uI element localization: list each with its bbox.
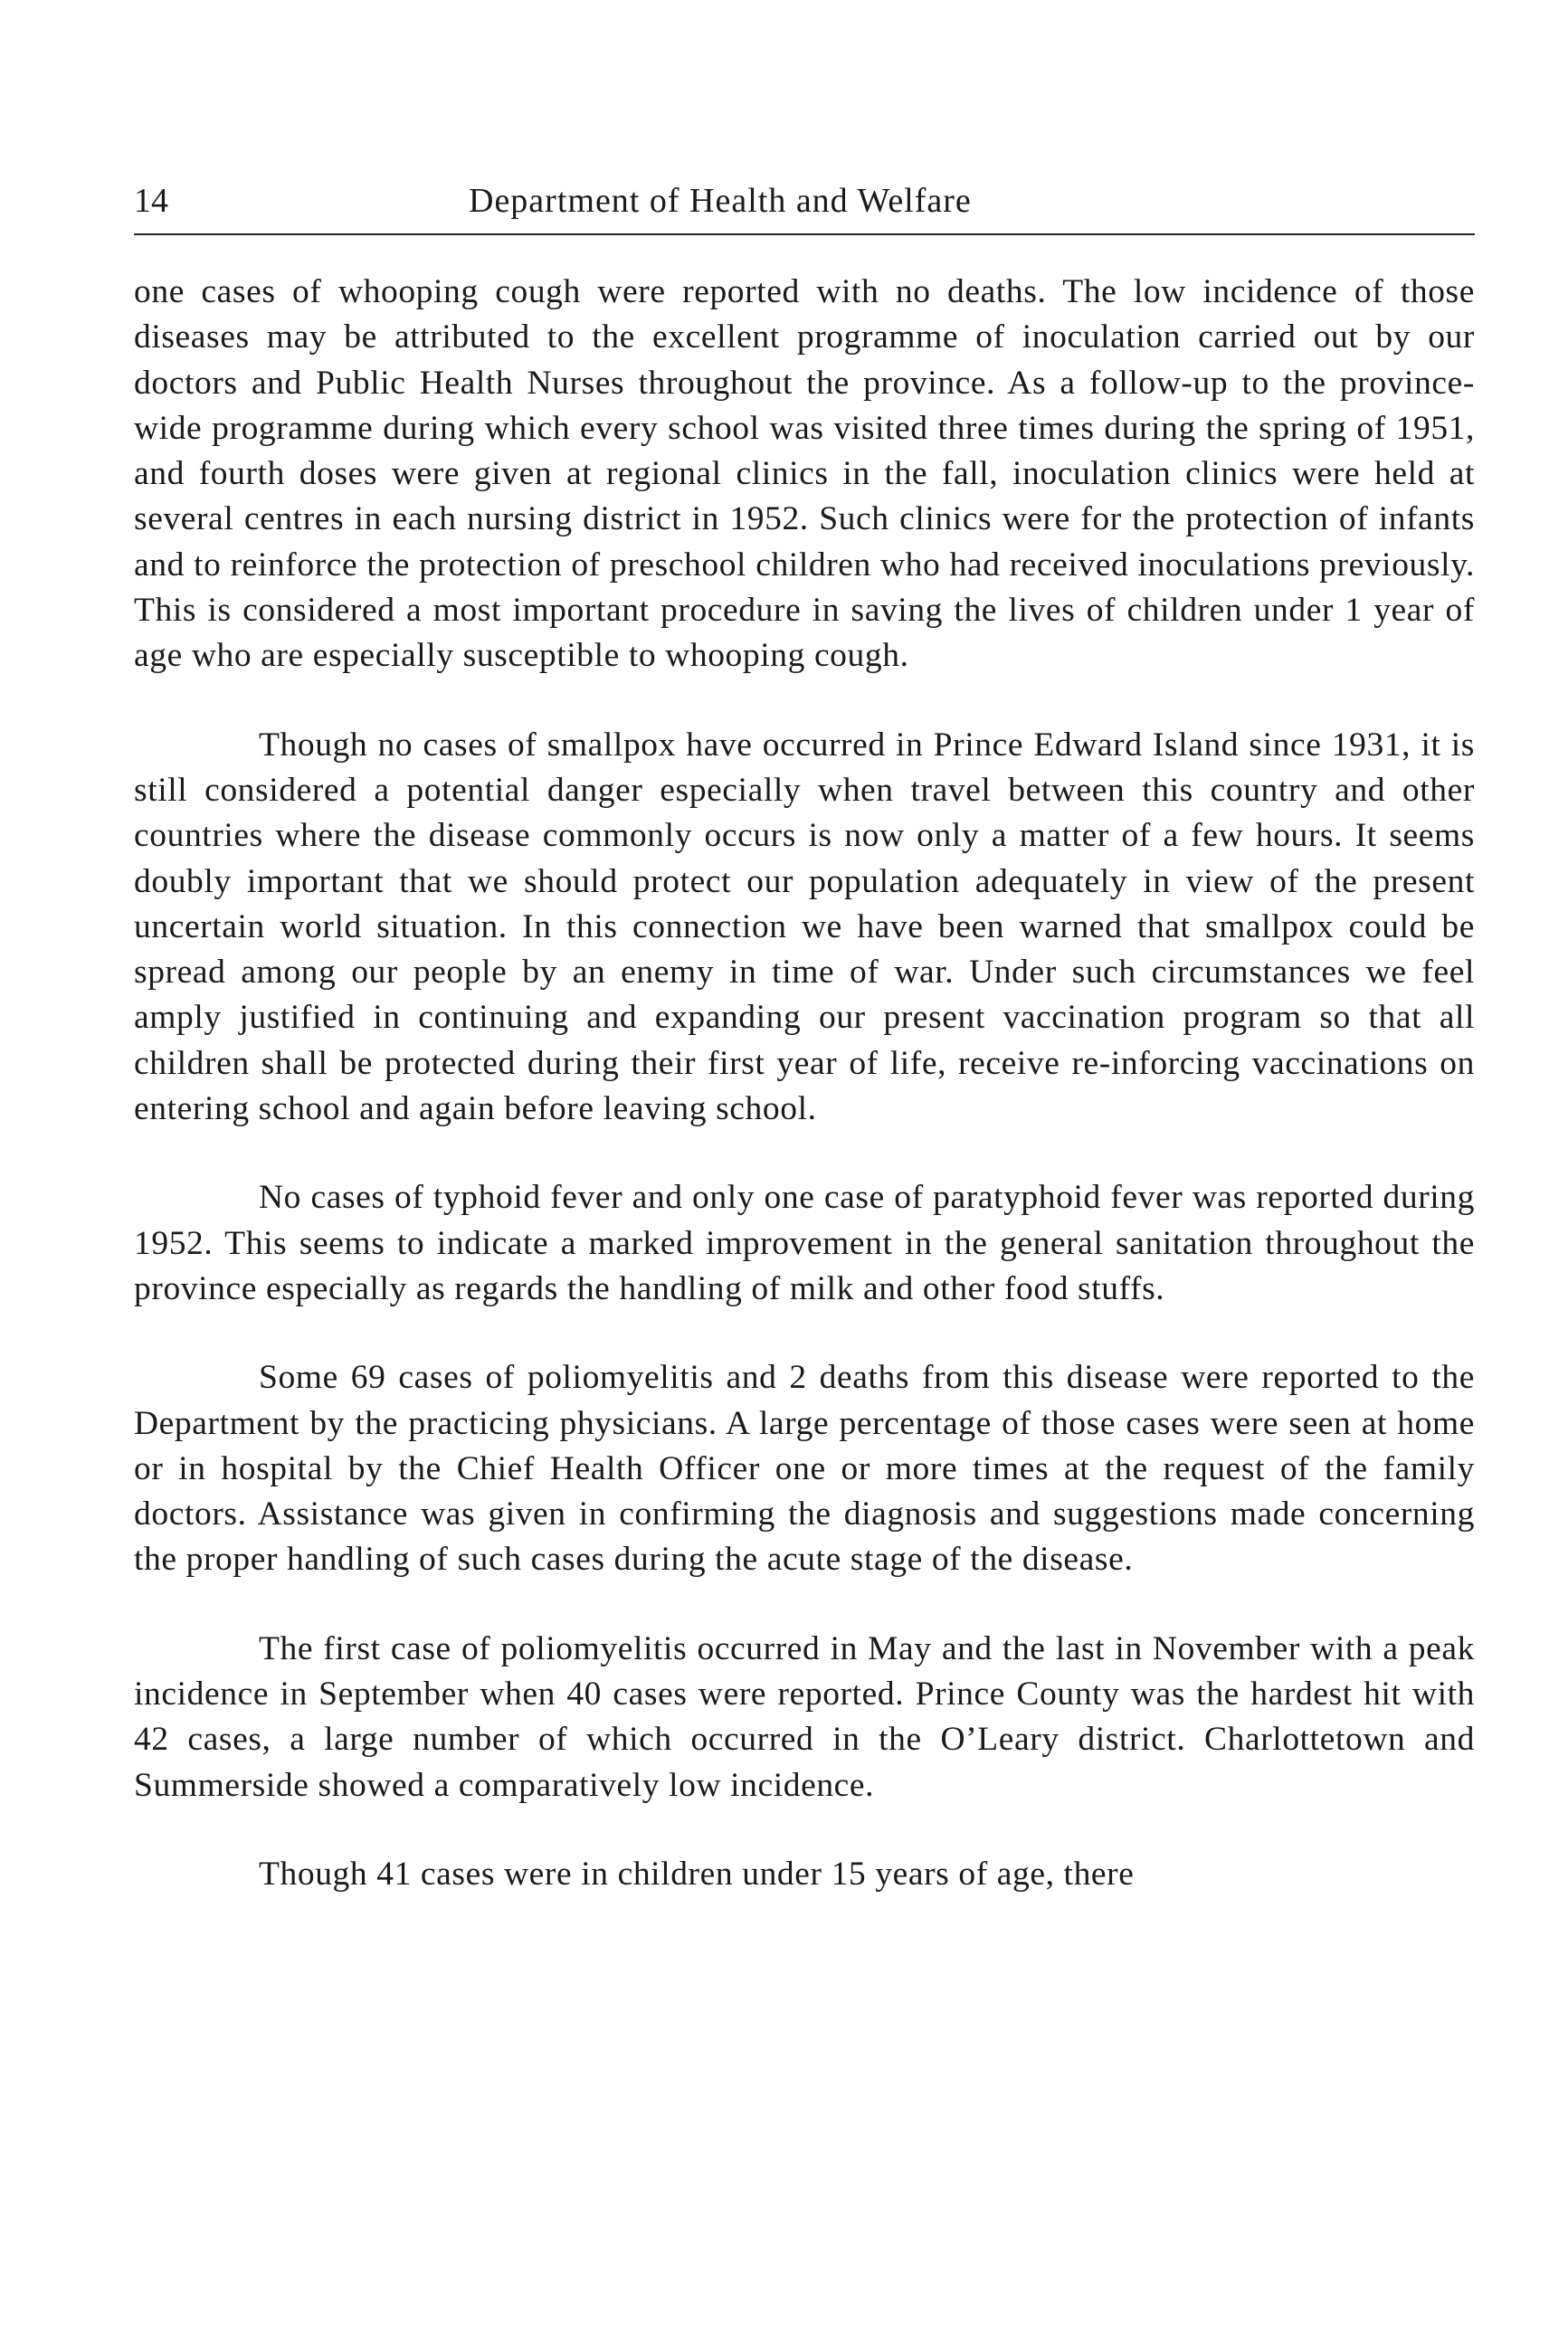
running-header [134, 172, 1475, 230]
body-text [134, 270, 1475, 1897]
paragraph-poliomyelitis-ages: Though 41 cases were in children under 15 years of age, there [259, 1855, 1135, 1893]
paragraph-smallpox: Though no cases of smallpox have occurred in Prince Edward Island since 1931, it is still considered a potential danger especially when travel between this country and other countries where the disease commonly occurs is now only a matter of a few hours. It seems doubly important that we should protect our population adequately in view of the present uncertain world situation. In this connection we have been warned that smallpox could be spread among our people by an enemy in time of war. Under such circumstances we feel amply justified in continuing and expanding our present vaccination program so that all children shall be protected during their first year of life, receive re-inforcing vaccinations on entering school and again before leaving school. [134, 726, 1475, 1128]
running-title: Department of Health and Welfare [469, 182, 972, 220]
paragraph-whooping-cough-continuation: one cases of whooping cough were reported with no deaths. The low incidence of those diseases may be attributed to the excellent programme of inoculation carried out by our doctors and Public Health Nurses throughout the province. As a follow-up to the province-wide programme during which every school was visited three times during the spring of 1951, and fourth doses were given at regional clinics in the fall, inoculation clinics were held at several centres in each nursing district in 1952. Such clinics were for the protection of infants and to reinforce the protection of preschool children who had received inoculations previously. This is considered a most important procedure in saving the lives of children under 1 year of age who are especially susceptible to whooping cough. [134, 273, 1475, 675]
paragraph-poliomyelitis-cases: Some 69 cases of poliomyelitis and 2 deaths from this disease were reported to the Department by the practicing physicians. A large percentage of those cases were seen at home or in hospital by the Chief Health Officer one or more times at the request of the family doctors. Assistance was given in confirming the diagnosis and suggestions made concerning the proper handling of such cases during the acute stage of the disease. [134, 1359, 1475, 1579]
header-rule [134, 233, 1475, 235]
page-number: 14 [134, 182, 168, 220]
paragraph-typhoid: No cases of typhoid fever and only one case of paratyphoid fever was reported during 1952. This seems to indicate a marked improvement in the general sanitation throughout the province especially as regards the handling of milk and other food stuffs. [134, 1179, 1475, 1307]
paragraph-poliomyelitis-timeline: The first case of poliomyelitis occurred in May and the last in November with a peak incidence in September when 40 cases were reported. Prince County was the hardest hit with 42 cases, a large number of which occurred in the O’Leary district. Charlottetown and Summerside showed a comparatively low incidence. [134, 1629, 1475, 1804]
document-page [134, 172, 1475, 1897]
